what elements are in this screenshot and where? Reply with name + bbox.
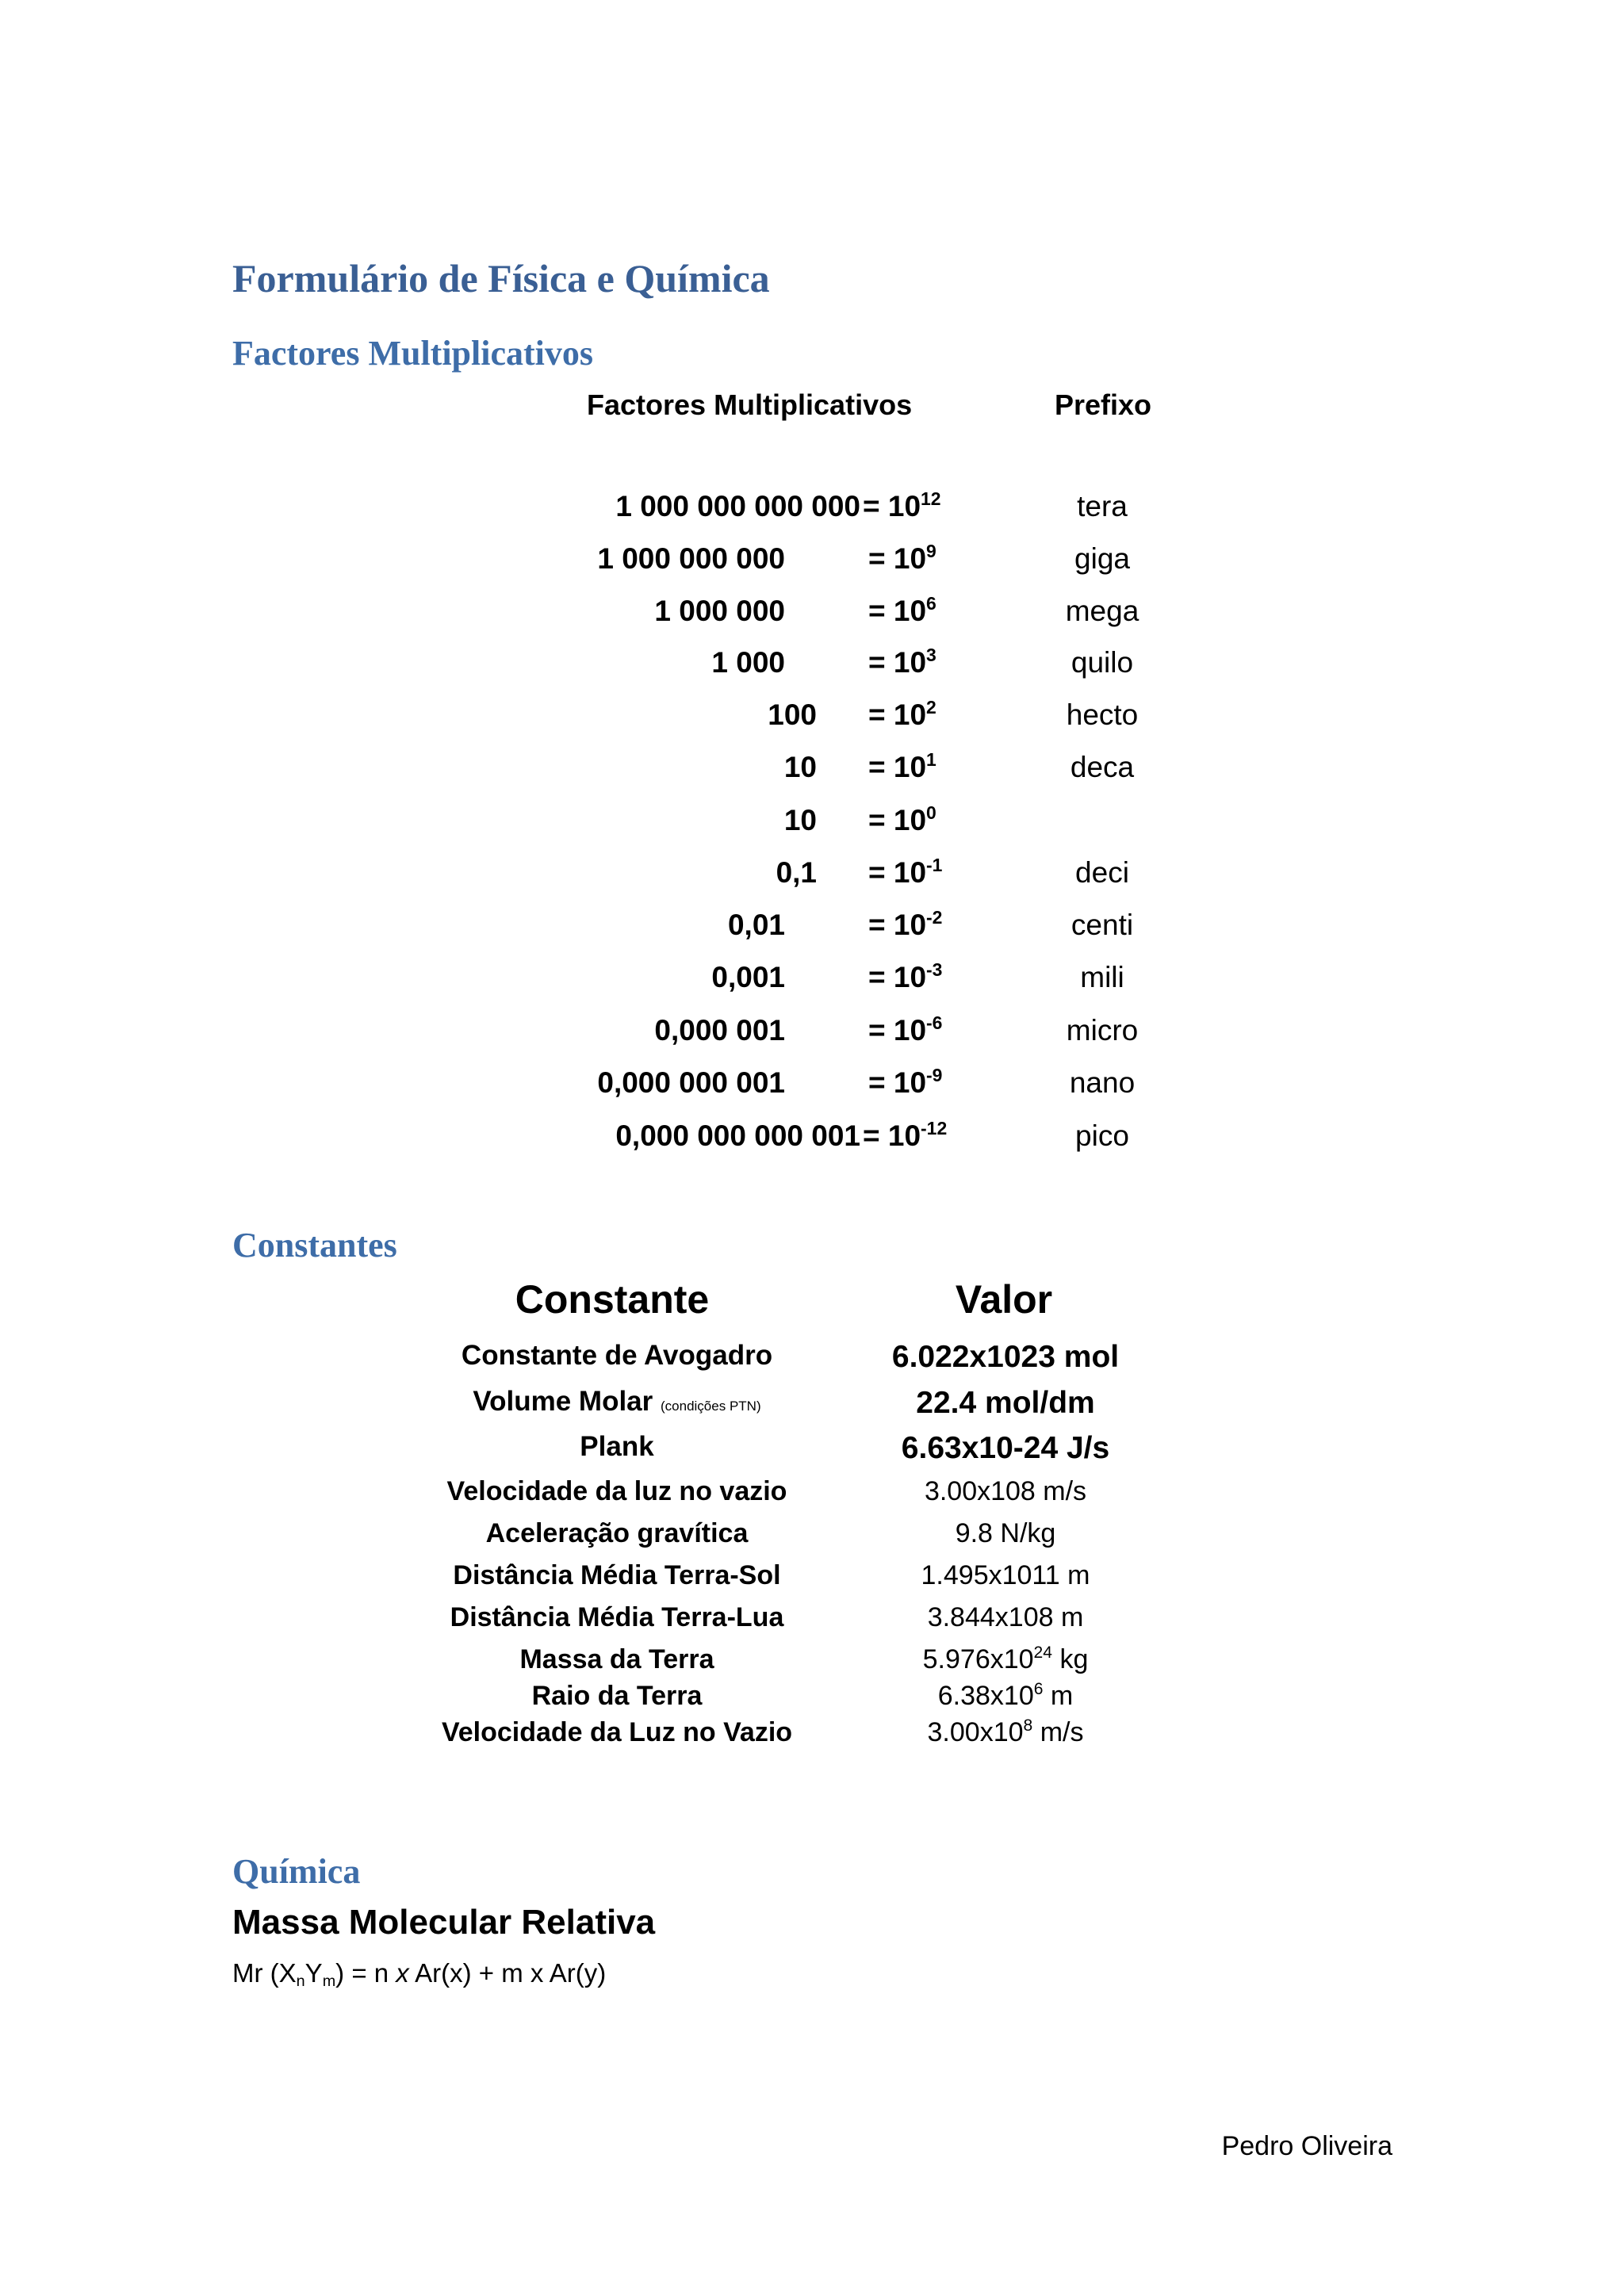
factor-row xyxy=(0,961,1624,1008)
constant-value-text: 5.976x10 xyxy=(922,1644,1034,1674)
factor-power-base: = 10 xyxy=(868,856,927,889)
constant-name-text: Volume Molar xyxy=(473,1386,653,1417)
constant-value-unit: kg xyxy=(1052,1644,1089,1674)
constant-name-text: Massa da Terra xyxy=(519,1644,714,1674)
formula-part: Mr (X xyxy=(232,1958,297,1988)
factor-number: 10 xyxy=(783,751,817,783)
constant-value-text: 22.4 mol/dm xyxy=(916,1386,1095,1420)
factor-number: 100 xyxy=(768,698,817,731)
factor-number: 1 000 000 000 000 xyxy=(615,490,860,522)
factor-row xyxy=(0,748,1624,798)
constant-name-text: Aceleração gravítica xyxy=(485,1518,749,1548)
constant-name-text: Plank xyxy=(580,1431,654,1462)
factor-power xyxy=(868,592,936,628)
factor-number: 0,000 000 000 001 xyxy=(615,1119,860,1152)
factor-row xyxy=(0,542,1624,590)
factor-row xyxy=(0,698,1624,746)
factor-power-base: = 10 xyxy=(863,490,921,522)
factor-power-base: = 10 xyxy=(868,698,927,731)
constant-value-text: 3.00x108 m/s xyxy=(924,1476,1087,1506)
factor-power xyxy=(868,1066,942,1100)
factor-prefix: giga xyxy=(1074,542,1130,575)
section-heading-constantes: Constantes xyxy=(232,1226,397,1265)
column-header-valor: Valor xyxy=(955,1277,1053,1322)
factor-power-base: = 10 xyxy=(868,646,927,679)
column-header-factores: Factores Multiplicativos xyxy=(587,388,913,421)
factor-row xyxy=(0,646,1624,694)
constant-value xyxy=(928,1602,1084,1633)
constant-value-text: 3.844x108 m xyxy=(927,1602,1084,1632)
factor-row xyxy=(0,1014,1624,1062)
factor-prefix: quilo xyxy=(1071,646,1134,679)
factor-exponent: -9 xyxy=(926,1064,943,1085)
constant-name-text: Constante de Avogadro xyxy=(461,1340,773,1371)
factor-prefix: nano xyxy=(1069,1066,1136,1099)
factor-prefix: micro xyxy=(1066,1014,1139,1047)
constant-value-exponent: 8 xyxy=(1023,1716,1033,1735)
factor-prefix: tera xyxy=(1077,490,1128,522)
constant-name xyxy=(453,1560,780,1591)
factor-power-base: = 10 xyxy=(868,1066,927,1099)
factor-power xyxy=(868,646,936,679)
factor-row xyxy=(0,592,1624,642)
constant-value xyxy=(923,1644,1089,1675)
factor-number: 10 xyxy=(783,804,817,836)
constant-name xyxy=(450,1602,784,1633)
factor-exponent: -2 xyxy=(926,906,943,928)
factor-power xyxy=(868,906,943,942)
constant-value-unit: m xyxy=(1043,1681,1074,1711)
factor-number: 1 000 000 xyxy=(654,595,785,627)
factor-prefix: deci xyxy=(1075,856,1129,889)
constant-value xyxy=(892,1340,1119,1375)
factor-power-base: = 10 xyxy=(868,804,927,836)
factor-exponent: 6 xyxy=(926,592,936,614)
factor-power-base: = 10 xyxy=(863,1119,921,1152)
formula-subscript: m xyxy=(322,1972,336,1990)
constant-value xyxy=(921,1560,1090,1591)
factor-exponent: 3 xyxy=(926,644,936,665)
factor-power-base: = 10 xyxy=(868,595,927,627)
constant-value xyxy=(925,1476,1086,1507)
factor-power xyxy=(868,698,936,732)
factor-prefix: mega xyxy=(1065,595,1139,627)
factor-power xyxy=(868,856,942,890)
factor-number: 1 000 000 000 xyxy=(597,542,785,575)
column-header-constante: Constante xyxy=(515,1277,710,1322)
constant-value-text: 1.495x1011 m xyxy=(921,1560,1090,1590)
constant-name xyxy=(442,1717,792,1748)
section-heading-factores: Factores Multiplicativos xyxy=(232,334,593,373)
factor-exponent: -12 xyxy=(921,1117,948,1138)
factor-prefix: pico xyxy=(1075,1119,1129,1152)
factor-number: 0,001 xyxy=(711,961,785,993)
constant-note: (condições PTN) xyxy=(661,1399,761,1414)
factor-power-base: = 10 xyxy=(868,961,927,993)
factor-row xyxy=(0,906,1624,956)
factor-row xyxy=(0,1066,1624,1114)
factor-exponent: -3 xyxy=(926,959,943,980)
constant-name xyxy=(532,1681,703,1712)
constant-value xyxy=(938,1681,1074,1712)
factor-power xyxy=(868,748,936,784)
factor-power-base: = 10 xyxy=(868,751,927,783)
document-title: Formulário de Física e Química xyxy=(232,256,770,300)
constant-value-text: 6.63x10-24 J/s xyxy=(901,1431,1110,1465)
constant-name xyxy=(580,1431,653,1463)
constant-name-text: Distância Média Terra-Sol xyxy=(453,1560,781,1590)
constant-name xyxy=(462,1340,772,1372)
factor-row xyxy=(0,804,1624,851)
factor-number: 0,1 xyxy=(776,856,817,889)
constant-value-unit: m/s xyxy=(1032,1717,1084,1747)
formula-part: Ar(x) + m x Ar(y) xyxy=(408,1958,607,1988)
factor-prefix: centi xyxy=(1071,909,1134,941)
formula-subscript: n xyxy=(296,1972,305,1990)
factor-number: 0,000 001 xyxy=(654,1014,785,1047)
factor-number: 0,000 000 001 xyxy=(597,1066,785,1099)
factor-row xyxy=(0,490,1624,538)
factor-row xyxy=(0,1119,1624,1167)
factor-power xyxy=(868,1014,942,1047)
factor-power xyxy=(863,490,941,523)
constant-value xyxy=(902,1431,1109,1466)
factor-power-base: = 10 xyxy=(868,909,927,941)
constant-name-text: Velocidade da Luz no Vazio xyxy=(441,1717,793,1747)
constant-value-text: 3.00x10 xyxy=(927,1717,1024,1747)
constant-value xyxy=(956,1518,1056,1549)
formula-massa-molecular xyxy=(232,1958,606,1988)
constant-value-text: 6.38x10 xyxy=(937,1681,1034,1711)
constant-value-text: 9.8 N/kg xyxy=(955,1518,1056,1548)
constant-value xyxy=(928,1717,1084,1748)
factor-power xyxy=(863,1119,947,1153)
section-heading-quimica: Química xyxy=(232,1852,361,1891)
column-header-prefixo: Prefixo xyxy=(1055,388,1152,421)
constant-name xyxy=(519,1644,714,1675)
constant-value-exponent: 24 xyxy=(1033,1643,1052,1662)
factor-exponent: 9 xyxy=(926,540,936,561)
factor-number: 0,01 xyxy=(727,909,785,941)
constant-name-text: Velocidade da luz no vazio xyxy=(446,1476,787,1506)
constant-name xyxy=(486,1518,749,1549)
constant-value xyxy=(916,1386,1094,1421)
constant-value-exponent: 6 xyxy=(1033,1679,1044,1698)
constant-name-text: Distância Média Terra-Lua xyxy=(450,1602,784,1632)
factor-prefix: mili xyxy=(1080,961,1124,993)
author-name: Pedro Oliveira xyxy=(1221,2131,1392,2161)
formula-part: ) = n xyxy=(335,1958,396,1988)
factor-row xyxy=(0,856,1624,904)
formula-part: Y xyxy=(304,1958,323,1988)
factor-power-base: = 10 xyxy=(868,542,927,575)
factor-exponent: 0 xyxy=(926,802,936,823)
constant-value-text: 6.022x1023 mol xyxy=(891,1340,1120,1374)
subheading-massa-molecular: Massa Molecular Relativa xyxy=(232,1903,656,1942)
factor-prefix: hecto xyxy=(1066,698,1139,731)
factor-power xyxy=(868,804,936,837)
factor-exponent: -1 xyxy=(926,854,943,875)
constant-name-text: Raio da Terra xyxy=(531,1681,703,1711)
factor-exponent: 12 xyxy=(921,488,941,509)
factor-power xyxy=(868,542,936,576)
constant-name xyxy=(447,1476,787,1507)
factor-exponent: 2 xyxy=(926,696,936,718)
factor-number: 1 000 xyxy=(711,646,785,679)
factor-exponent: 1 xyxy=(926,748,936,770)
factor-prefix: deca xyxy=(1070,751,1135,783)
constant-name xyxy=(473,1386,760,1418)
factor-exponent: -6 xyxy=(926,1012,943,1033)
formula-italic: x xyxy=(396,1958,409,1988)
factor-power-base: = 10 xyxy=(868,1014,927,1047)
factor-power xyxy=(868,961,942,994)
